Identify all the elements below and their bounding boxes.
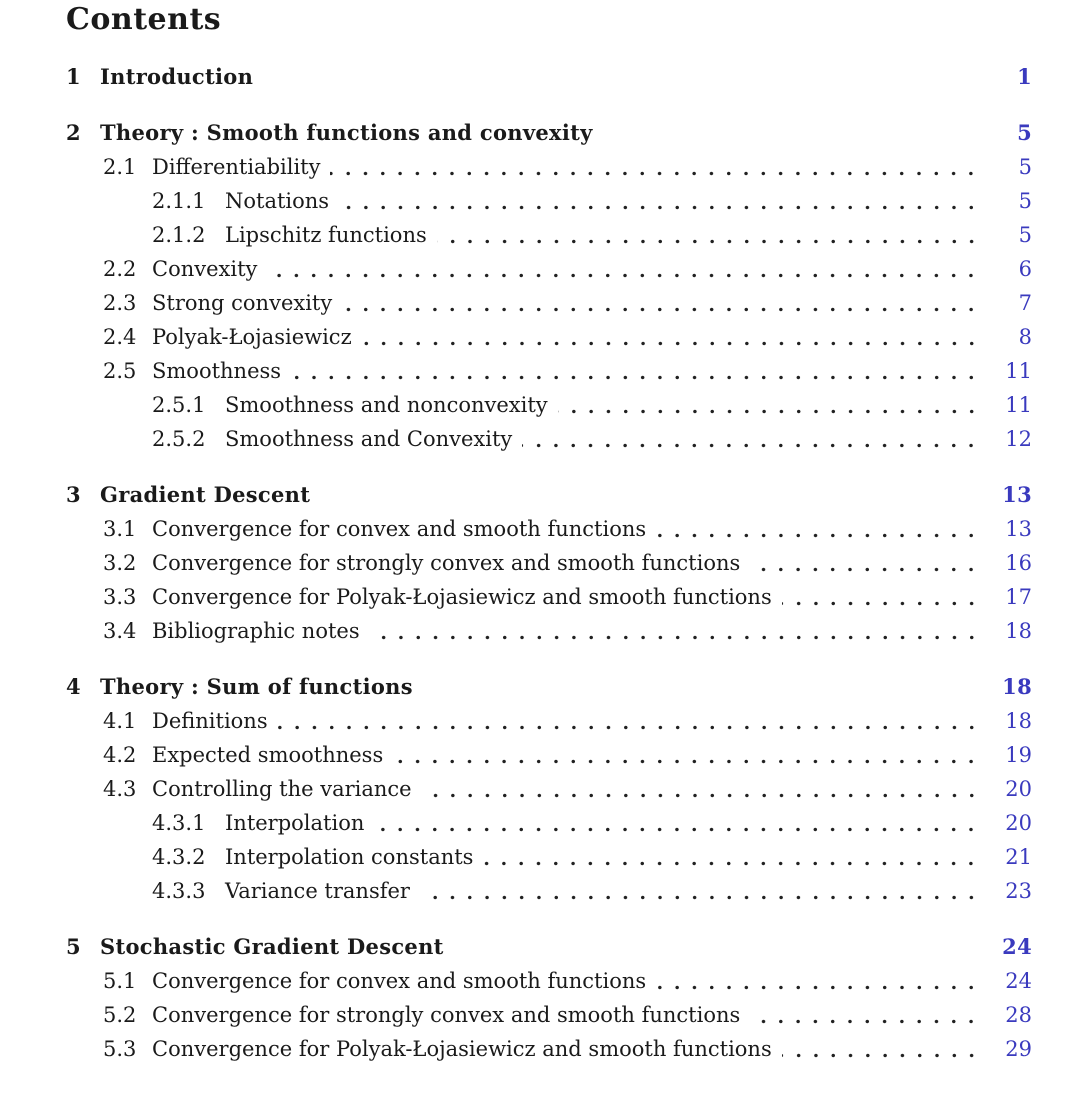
toc-entry-number: 4 bbox=[66, 674, 81, 699]
toc-leader-dots bbox=[393, 759, 980, 764]
toc-entry[interactable] bbox=[66, 478, 1032, 512]
toc-entry-title: Strong convexity bbox=[152, 291, 333, 315]
toc-entry-title: Theory : Sum of functions bbox=[100, 674, 413, 699]
toc-entry[interactable] bbox=[66, 998, 1032, 1032]
toc-entry-page[interactable]: 18 bbox=[1002, 674, 1032, 699]
toc-entry-title: Smoothness and nonconvexity bbox=[225, 393, 548, 417]
toc-leader-dots bbox=[420, 895, 980, 900]
toc-entry-title: Interpolation bbox=[225, 811, 365, 835]
toc-entry-page[interactable]: 17 bbox=[1005, 585, 1032, 609]
toc-entry[interactable] bbox=[66, 930, 1032, 964]
toc-entry-number: 3.4 bbox=[103, 619, 137, 643]
toc-entry-number: 4.3 bbox=[103, 777, 137, 801]
toc-entry[interactable] bbox=[66, 184, 1032, 218]
toc-entry-title: Definitions bbox=[152, 709, 268, 733]
toc-entry-title: Smoothness and Convexity bbox=[225, 427, 513, 451]
toc-leader-dots bbox=[522, 443, 980, 448]
toc-entry-page[interactable]: 19 bbox=[1005, 743, 1032, 767]
toc-entry-page[interactable]: 16 bbox=[1005, 551, 1032, 575]
toc-entry-number: 5.1 bbox=[103, 969, 137, 993]
toc-entry-page[interactable]: 5 bbox=[1018, 223, 1032, 247]
toc-entry-title: Convergence for strongly convex and smooth functions bbox=[152, 1003, 741, 1027]
toc-entry[interactable] bbox=[66, 738, 1032, 772]
toc-leader-dots bbox=[750, 1019, 980, 1024]
toc-entry[interactable] bbox=[66, 388, 1032, 422]
toc-entry[interactable] bbox=[66, 580, 1032, 614]
toc-entry[interactable] bbox=[66, 252, 1032, 286]
toc-entry[interactable] bbox=[66, 116, 1032, 150]
toc-entry-number: 4.3.2 bbox=[152, 845, 206, 869]
toc-leader-dots bbox=[320, 499, 980, 504]
toc-entry-number: 2.5.2 bbox=[152, 427, 206, 451]
toc-entry-number: 2 bbox=[66, 120, 81, 145]
toc-entry-page[interactable]: 12 bbox=[1005, 427, 1032, 451]
toc-entry-page[interactable]: 18 bbox=[1005, 709, 1032, 733]
toc-entry-page[interactable]: 1 bbox=[1017, 64, 1032, 89]
toc-leader-dots bbox=[339, 205, 980, 210]
toc-entry-page[interactable]: 13 bbox=[1005, 517, 1032, 541]
toc-entry-page[interactable]: 11 bbox=[1005, 393, 1032, 417]
toc-entry[interactable] bbox=[66, 150, 1032, 184]
toc-entry-number: 5.2 bbox=[103, 1003, 137, 1027]
toc-leader-dots bbox=[423, 691, 980, 696]
toc-entry-title: Gradient Descent bbox=[100, 482, 311, 507]
toc-entry-number: 2.1.1 bbox=[152, 189, 206, 213]
toc-entry-title: Notations bbox=[225, 189, 330, 213]
toc-entry-page[interactable]: 20 bbox=[1005, 811, 1032, 835]
toc-entry-title: Expected smoothness bbox=[152, 743, 384, 767]
toc-list bbox=[66, 60, 1032, 1066]
toc-leader-dots bbox=[374, 827, 980, 832]
toc-entry-title: Theory : Smooth functions and convexity bbox=[100, 120, 593, 145]
toc-entry-number: 4.1 bbox=[103, 709, 137, 733]
toc-entry-title: Bibliographic notes bbox=[152, 619, 360, 643]
toc-page bbox=[66, 0, 1032, 1066]
toc-entry-number: 3.1 bbox=[103, 517, 137, 541]
page-title: Contents bbox=[66, 2, 222, 37]
toc-entry-number: 5 bbox=[66, 934, 81, 959]
toc-entry-title: Introduction bbox=[100, 64, 254, 89]
toc-leader-dots bbox=[603, 137, 980, 142]
toc-leader-dots bbox=[454, 951, 980, 956]
toc-entry-number: 4.3.3 bbox=[152, 879, 206, 903]
toc-entry-title: Differentiability bbox=[152, 155, 321, 179]
toc-entry[interactable] bbox=[66, 704, 1032, 738]
toc-entry-number: 4.3.1 bbox=[152, 811, 206, 835]
toc-entry[interactable] bbox=[66, 670, 1032, 704]
toc-leader-dots bbox=[267, 273, 980, 278]
toc-entry[interactable] bbox=[66, 218, 1032, 252]
toc-leader-dots bbox=[342, 307, 980, 312]
toc-entry-number: 3.3 bbox=[103, 585, 137, 609]
toc-leader-dots bbox=[362, 341, 980, 346]
toc-entry-title: Convexity bbox=[152, 257, 258, 281]
toc-entry-page[interactable]: 6 bbox=[1018, 257, 1032, 281]
toc-leader-dots bbox=[558, 409, 980, 414]
toc-leader-dots bbox=[370, 635, 980, 640]
toc-entry-page[interactable]: 24 bbox=[1005, 969, 1032, 993]
toc-entry-page[interactable]: 21 bbox=[1005, 845, 1032, 869]
toc-entry-title: Controlling the variance bbox=[152, 777, 412, 801]
toc-leader-dots bbox=[263, 81, 980, 86]
toc-leader-dots bbox=[422, 793, 980, 798]
toc-entry-number: 1 bbox=[66, 64, 81, 89]
toc-entry-page[interactable]: 7 bbox=[1018, 291, 1032, 315]
toc-entry-title: Interpolation constants bbox=[225, 845, 474, 869]
toc-entry-number: 2.5 bbox=[103, 359, 137, 383]
toc-entry-title: Convergence for convex and smooth functions bbox=[152, 969, 647, 993]
toc-entry[interactable] bbox=[66, 546, 1032, 580]
toc-entry-title: Convergence for Polyak-Łojasiewicz and smooth functions bbox=[152, 1037, 772, 1061]
toc-entry-title: Variance transfer bbox=[225, 879, 410, 903]
toc-entry[interactable] bbox=[66, 320, 1032, 354]
toc-entry-page[interactable]: 8 bbox=[1018, 325, 1032, 349]
toc-entry-title: Smoothness bbox=[152, 359, 282, 383]
toc-entry-page[interactable]: 18 bbox=[1005, 619, 1032, 643]
toc-leader-dots bbox=[782, 601, 980, 606]
toc-entry[interactable] bbox=[66, 354, 1032, 388]
toc-entry-page[interactable]: 28 bbox=[1005, 1003, 1032, 1027]
toc-leader-dots bbox=[656, 533, 980, 538]
toc-entry-page[interactable]: 5 bbox=[1017, 120, 1032, 145]
toc-leader-dots bbox=[750, 567, 980, 572]
toc-leader-dots bbox=[656, 985, 980, 990]
toc-entry-page[interactable]: 13 bbox=[1002, 482, 1032, 507]
toc-leader-dots bbox=[291, 375, 980, 380]
toc-entry-title: Convergence for convex and smooth functions bbox=[152, 517, 647, 541]
toc-entry[interactable] bbox=[66, 1032, 1032, 1066]
toc-entry[interactable] bbox=[66, 512, 1032, 546]
toc-entry-number: 2.1 bbox=[103, 155, 137, 179]
toc-entry-number: 2.2 bbox=[103, 257, 137, 281]
toc-entry[interactable] bbox=[66, 964, 1032, 998]
toc-entry[interactable] bbox=[66, 772, 1032, 806]
toc-entry-page[interactable]: 23 bbox=[1005, 879, 1032, 903]
toc-entry-title: Stochastic Gradient Descent bbox=[100, 934, 444, 959]
toc-leader-dots bbox=[782, 1053, 980, 1058]
toc-entry-title: Convergence for Polyak-Łojasiewicz and smooth functions bbox=[152, 585, 772, 609]
toc-entry-page[interactable]: 29 bbox=[1005, 1037, 1032, 1061]
toc-entry-number: 2.5.1 bbox=[152, 393, 206, 417]
toc-entry-page[interactable]: 20 bbox=[1005, 777, 1032, 801]
toc-entry[interactable] bbox=[66, 422, 1032, 456]
toc-entry-number: 4.2 bbox=[103, 743, 137, 767]
toc-entry-title: Polyak-Łojasiewicz bbox=[152, 325, 352, 349]
toc-leader-dots bbox=[437, 239, 980, 244]
toc-entry-number: 2.4 bbox=[103, 325, 137, 349]
toc-entry[interactable] bbox=[66, 874, 1032, 908]
toc-entry-number: 5.3 bbox=[103, 1037, 137, 1061]
toc-leader-dots bbox=[483, 861, 980, 866]
toc-entry[interactable] bbox=[66, 286, 1032, 320]
toc-entry-number: 3 bbox=[66, 482, 81, 507]
toc-entry-title: Lipschitz functions bbox=[225, 223, 427, 247]
toc-entry[interactable] bbox=[66, 806, 1032, 840]
toc-entry[interactable] bbox=[66, 840, 1032, 874]
toc-entry-title: Convergence for strongly convex and smooth functions bbox=[152, 551, 741, 575]
toc-entry-page[interactable]: 5 bbox=[1018, 155, 1032, 179]
toc-leader-dots bbox=[330, 171, 980, 176]
toc-entry-page[interactable]: 11 bbox=[1005, 359, 1032, 383]
toc-entry[interactable] bbox=[66, 60, 1032, 94]
toc-entry-page[interactable]: 5 bbox=[1018, 189, 1032, 213]
toc-entry-page[interactable]: 24 bbox=[1002, 934, 1032, 959]
toc-entry[interactable] bbox=[66, 614, 1032, 648]
toc-entry-number: 2.3 bbox=[103, 291, 137, 315]
toc-leader-dots bbox=[278, 725, 980, 730]
toc-entry-number: 2.1.2 bbox=[152, 223, 206, 247]
toc-entry-number: 3.2 bbox=[103, 551, 137, 575]
